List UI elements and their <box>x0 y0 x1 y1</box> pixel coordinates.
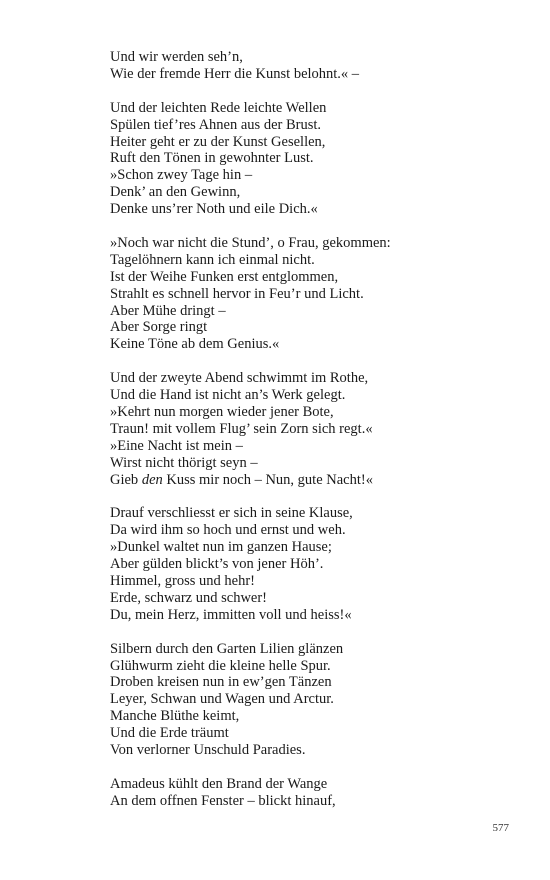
poem-line: An dem offnen Fenster – blickt hinauf, <box>110 792 336 809</box>
stanza <box>110 776 530 810</box>
poem-line: Ist der Weihe Funken erst entglommen, <box>110 268 339 285</box>
poem-line: Da wird ihm so hoch und ernst und weh. <box>110 522 346 539</box>
poem-line: Erde, schwarz und schwer! <box>110 589 268 606</box>
stanza <box>110 641 530 759</box>
poem-line: Glühwurm zieht die kleine helle Spur. <box>110 657 331 674</box>
poem-line: »Schon zwey Tage hin – <box>110 167 253 184</box>
poem-line: Tagelöhnern kann ich einmal nicht. <box>110 251 315 268</box>
poem-line: »Eine Nacht ist mein – <box>110 437 243 454</box>
stanza <box>110 100 530 218</box>
poem-line: Und wir werden seh’n, <box>110 49 243 65</box>
poem-line: Und die Hand ist nicht an’s Werk gelegt. <box>110 387 346 404</box>
poem-line: Und der leichten Rede leichte Wellen <box>110 99 327 116</box>
poem-line: »Noch war nicht die Stund’, o Frau, gekommen: <box>110 234 391 251</box>
poem-line: Leyer, Schwan und Wagen und Arctur. <box>110 691 334 708</box>
poem-line: Und die Erde träumt <box>110 725 229 742</box>
poem-line: Wie der fremde Herr die Kunst belohnt.« – <box>110 65 360 82</box>
poem-line: Strahlt es schnell hervor in Feu’r und Licht. <box>110 285 364 302</box>
stanza <box>110 49 530 83</box>
poem-line: Silbern durch den Garten Lilien glänzen <box>110 640 344 657</box>
poem-line: Denk’ an den Gewinn, <box>110 184 241 201</box>
stanza <box>110 370 530 488</box>
stanza <box>110 235 530 353</box>
poem-line: Denke uns’rer Noth und eile Dich.« <box>110 201 318 218</box>
poem-line: Aber gülden blickt’s von jener Höh’. <box>110 556 324 573</box>
poem-line: Drauf verschliesst er sich in seine Klause, <box>110 505 353 522</box>
poem-line: Wirst nicht thörigt seyn – <box>110 454 258 471</box>
emphasized-word: den <box>141 471 163 488</box>
poem-line: Aber Sorge ringt <box>110 319 208 336</box>
poem-text <box>110 49 530 827</box>
poem-line: »Dunkel waltet nun im ganzen Hause; <box>110 539 332 556</box>
poem-line: Du, mein Herz, immitten voll und heiss!« <box>110 606 352 623</box>
poem-line: Heiter geht er zu der Kunst Gesellen, <box>110 133 326 150</box>
poem-line: Keine Töne ab dem Genius.« <box>110 336 280 353</box>
stanza <box>110 505 530 623</box>
poem-line: Von verlorner Unschuld Paradies. <box>110 742 306 759</box>
poem-line: Ruft den Tönen in gewohnter Lust. <box>110 150 314 167</box>
page-number: 577 <box>492 822 509 834</box>
poem-line: Amadeus kühlt den Brand der Wange <box>110 775 328 792</box>
poem-line: Traun! mit vollem Flug’ sein Zorn sich regt.« <box>110 420 373 437</box>
poem-line: Droben kreisen nun in ew’gen Tänzen <box>110 674 332 691</box>
poem-line: Spülen tief’res Ahnen aus der Brust. <box>110 116 322 133</box>
poem-line <box>110 472 530 489</box>
line-segment: Kuss mir noch – Nun, gute Nacht!« <box>162 471 373 488</box>
line-segment: Gieb <box>110 471 142 488</box>
poem-line: Himmel, gross und hehr! <box>110 573 255 590</box>
poem-line: Aber Mühe dringt – <box>110 302 226 319</box>
poem-line: »Kehrt nun morgen wieder jener Bote, <box>110 403 334 420</box>
poem-line: Manche Blüthe keimt, <box>110 708 240 725</box>
poem-line: Und der zweyte Abend schwimmt im Rothe, <box>110 370 369 387</box>
